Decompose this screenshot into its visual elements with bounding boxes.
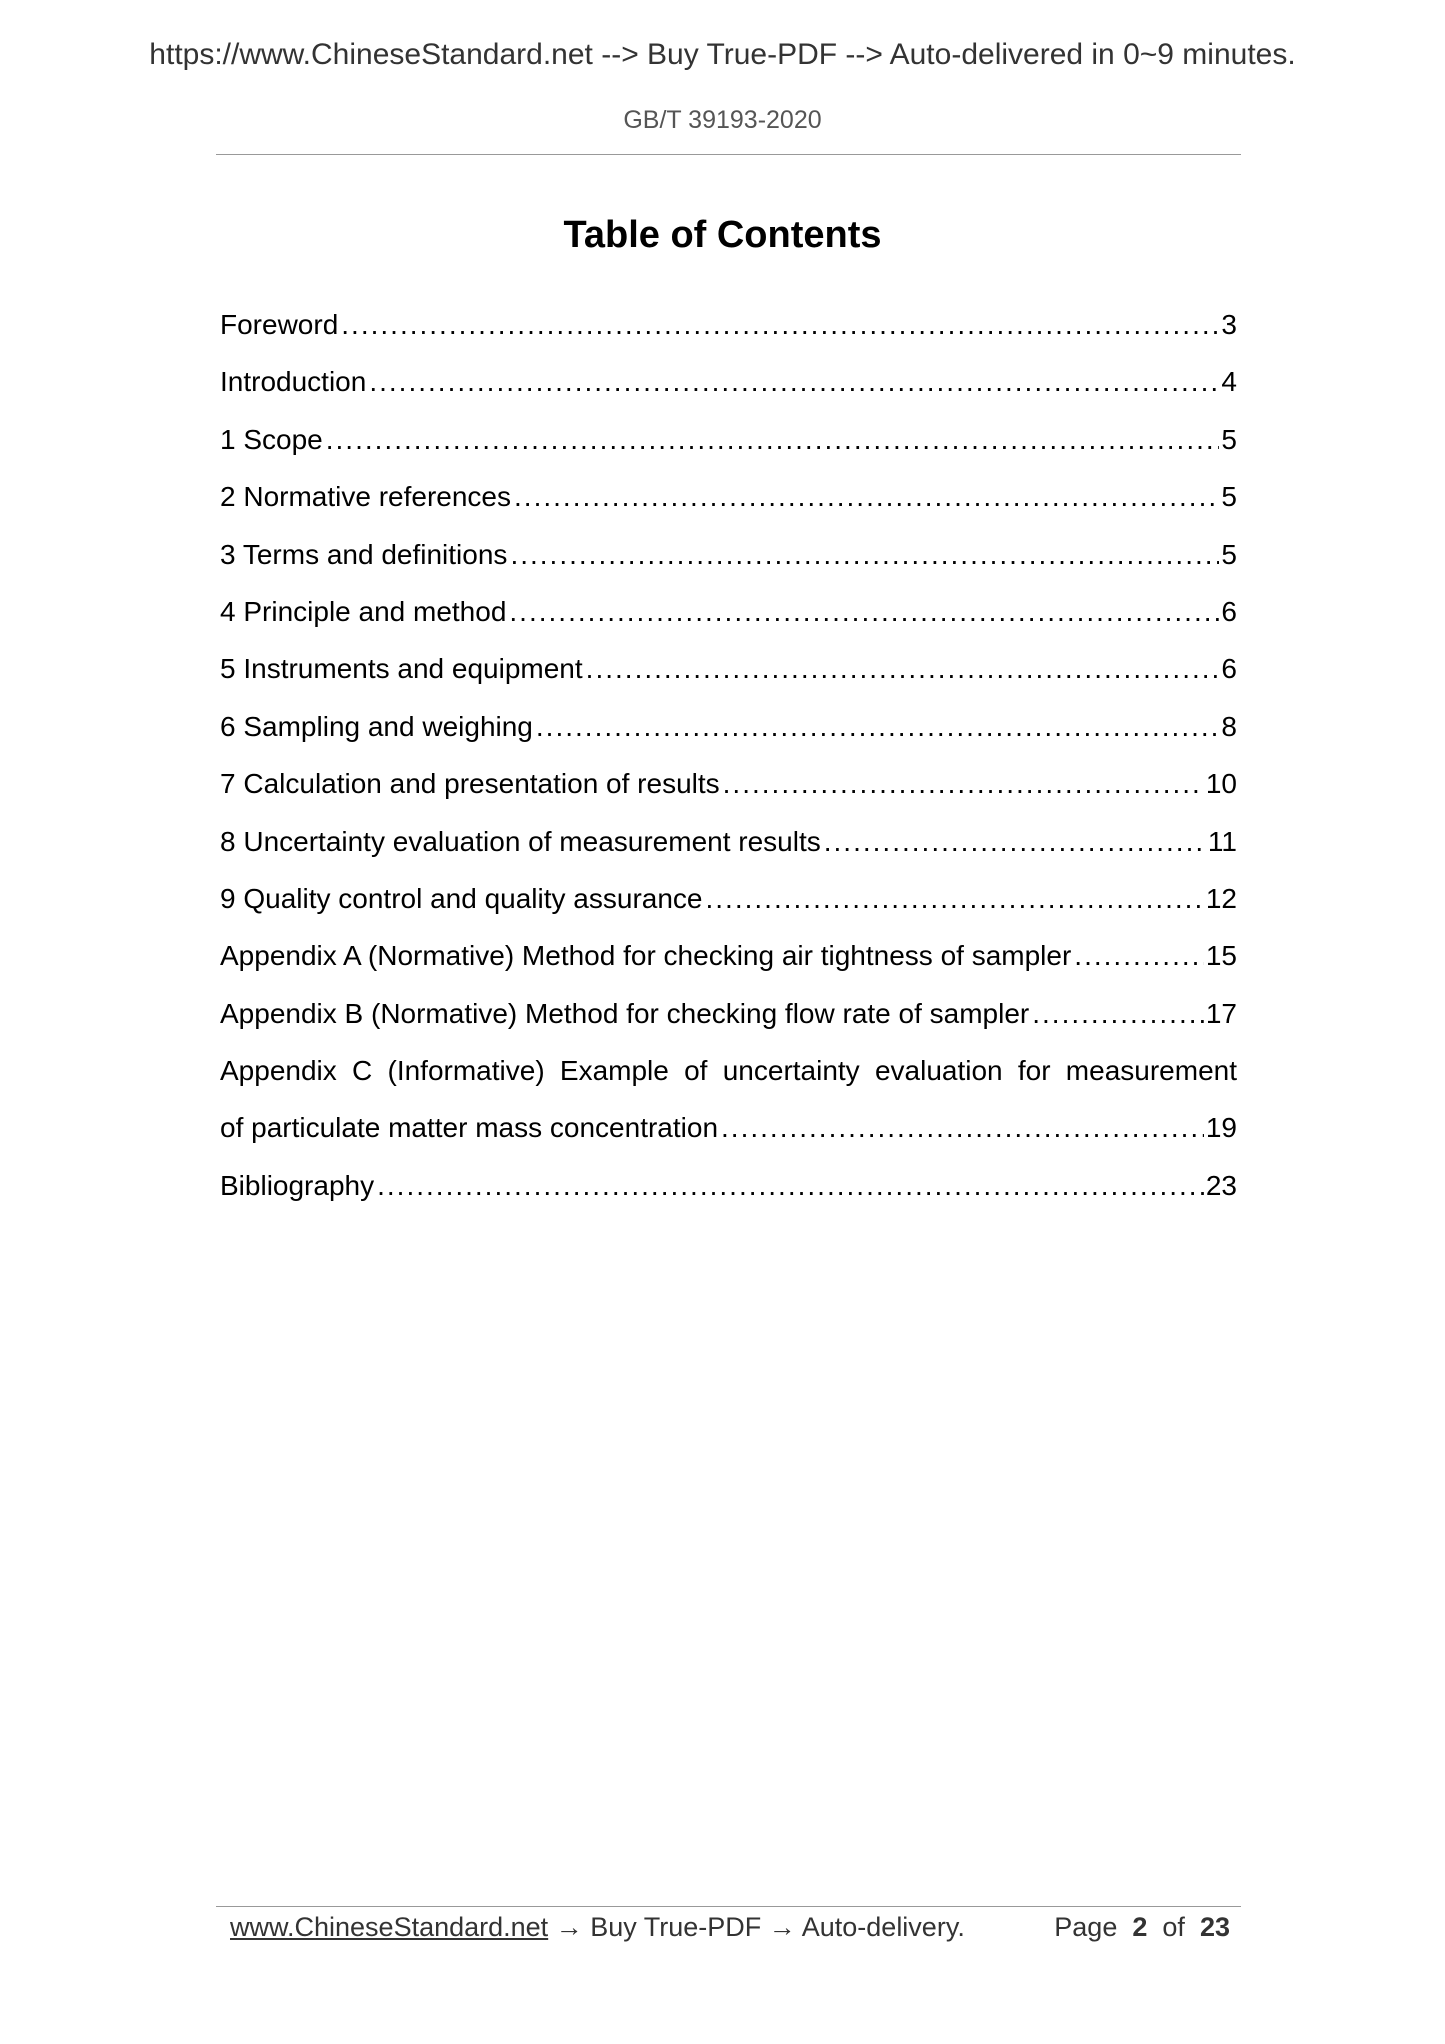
dot-leader (706, 876, 1204, 922)
dot-leader (536, 704, 1220, 750)
toc-entry-label: 8 Uncertainty evaluation of measurement results (220, 825, 821, 857)
toc-entry-label: 6 Sampling and weighing (220, 710, 533, 742)
toc-entry-instruments-and-equipment[interactable] (220, 646, 1237, 703)
dot-leader (1032, 991, 1204, 1037)
header-divider (216, 154, 1241, 155)
header-banner: https://www.ChineseStandard.net --> Buy True-PDF --> Auto-delivered in 0~9 minutes. (149, 38, 1296, 71)
toc-entry-label: Appendix A (Normative) Method for checking air tightness of sampler (220, 940, 1072, 972)
toc-entry-label-continued: of particulate matter mass concentration (220, 1112, 719, 1144)
toc-entry-introduction[interactable] (220, 359, 1237, 416)
toc-entry-label: Bibliography (220, 1169, 375, 1201)
toc-entry-appendix-b[interactable] (220, 991, 1237, 1048)
toc-entry-normative-references[interactable] (220, 474, 1237, 531)
toc-entry-label: 4 Principle and method (220, 595, 507, 627)
dot-leader (586, 646, 1220, 692)
toc-entry-page: 19 (1205, 1112, 1237, 1144)
dot-leader (369, 359, 1219, 405)
toc-entry-page: 11 (1207, 825, 1237, 857)
dot-leader (510, 532, 1219, 578)
dot-leader (721, 1105, 1204, 1151)
table-of-contents (220, 302, 1237, 1220)
toc-entry-sampling-and-weighing[interactable] (220, 704, 1237, 761)
toc-entry-page: 10 (1205, 768, 1237, 800)
toc-entry-quality-control[interactable] (220, 876, 1237, 933)
toc-entry-appendix-a[interactable] (220, 933, 1237, 990)
toc-entry-appendix-c-line2[interactable] (220, 1105, 1237, 1162)
toc-entry-label: Appendix C (Informative) Example of uncertainty evaluation for measurement (220, 1055, 1237, 1087)
page-footer (230, 1912, 1230, 1943)
toc-entry-scope[interactable] (220, 417, 1237, 474)
toc-entry-label: 9 Quality control and quality assurance (220, 882, 703, 914)
toc-entry-label: 5 Instruments and equipment (220, 653, 583, 685)
toc-entry-page: 3 (1221, 309, 1237, 340)
toc-title: Table of Contents (563, 214, 882, 256)
toc-entry-page: 17 (1205, 997, 1237, 1029)
footer-tagline: → Buy True-PDF → Auto-delivery. (548, 1912, 965, 1942)
toc-entry-principle-and-method[interactable] (220, 589, 1237, 646)
toc-entry-page: 6 (1221, 595, 1237, 627)
toc-entry-label: Foreword (220, 309, 339, 340)
toc-entry-label: 1 Scope (220, 423, 323, 455)
dot-leader (509, 589, 1219, 635)
dot-leader (341, 302, 1219, 348)
toc-entry-terms-and-definitions[interactable] (220, 532, 1237, 589)
toc-entry-page: 12 (1205, 882, 1237, 914)
toc-entry-foreword[interactable] (220, 302, 1237, 359)
dot-leader (326, 417, 1220, 463)
toc-entry-uncertainty-evaluation[interactable] (220, 819, 1237, 876)
document-number: GB/T 39193-2020 (623, 106, 822, 134)
toc-entry-page: 5 (1221, 538, 1237, 570)
footer-divider (216, 1906, 1241, 1907)
toc-entry-label: Appendix B (Normative) Method for checking flow rate of sampler (220, 997, 1030, 1029)
dot-leader (514, 474, 1219, 520)
dot-leader (824, 819, 1206, 865)
page-word: Page (1054, 1912, 1118, 1942)
page-total: 23 (1199, 1912, 1230, 1942)
toc-entry-page: 5 (1221, 481, 1237, 513)
page-of: of (1162, 1912, 1185, 1942)
toc-entry-page: 6 (1221, 653, 1237, 685)
toc-entry-label: 7 Calculation and presentation of results (220, 768, 720, 800)
toc-entry-label: Introduction (220, 366, 367, 398)
dot-leader (1074, 933, 1204, 979)
toc-entry-label: 3 Terms and definitions (220, 538, 508, 570)
footer-website-link[interactable]: www.ChineseStandard.net (230, 1912, 549, 1942)
toc-entry-page: 15 (1205, 940, 1237, 972)
page-indicator (1054, 1912, 1230, 1943)
dot-leader (723, 761, 1204, 807)
dot-leader (377, 1163, 1204, 1209)
toc-entry-bibliography[interactable] (220, 1163, 1237, 1220)
toc-entry-calculation-and-presentation[interactable] (220, 761, 1237, 818)
toc-entry-page: 23 (1205, 1169, 1237, 1201)
toc-entry-page: 8 (1221, 710, 1237, 742)
toc-entry-page: 4 (1221, 366, 1237, 398)
toc-entry-page: 5 (1221, 423, 1237, 455)
toc-entry-appendix-c-line1[interactable] (220, 1048, 1237, 1105)
toc-entry-label: 2 Normative references (220, 481, 512, 513)
page-current: 2 (1132, 1912, 1148, 1942)
